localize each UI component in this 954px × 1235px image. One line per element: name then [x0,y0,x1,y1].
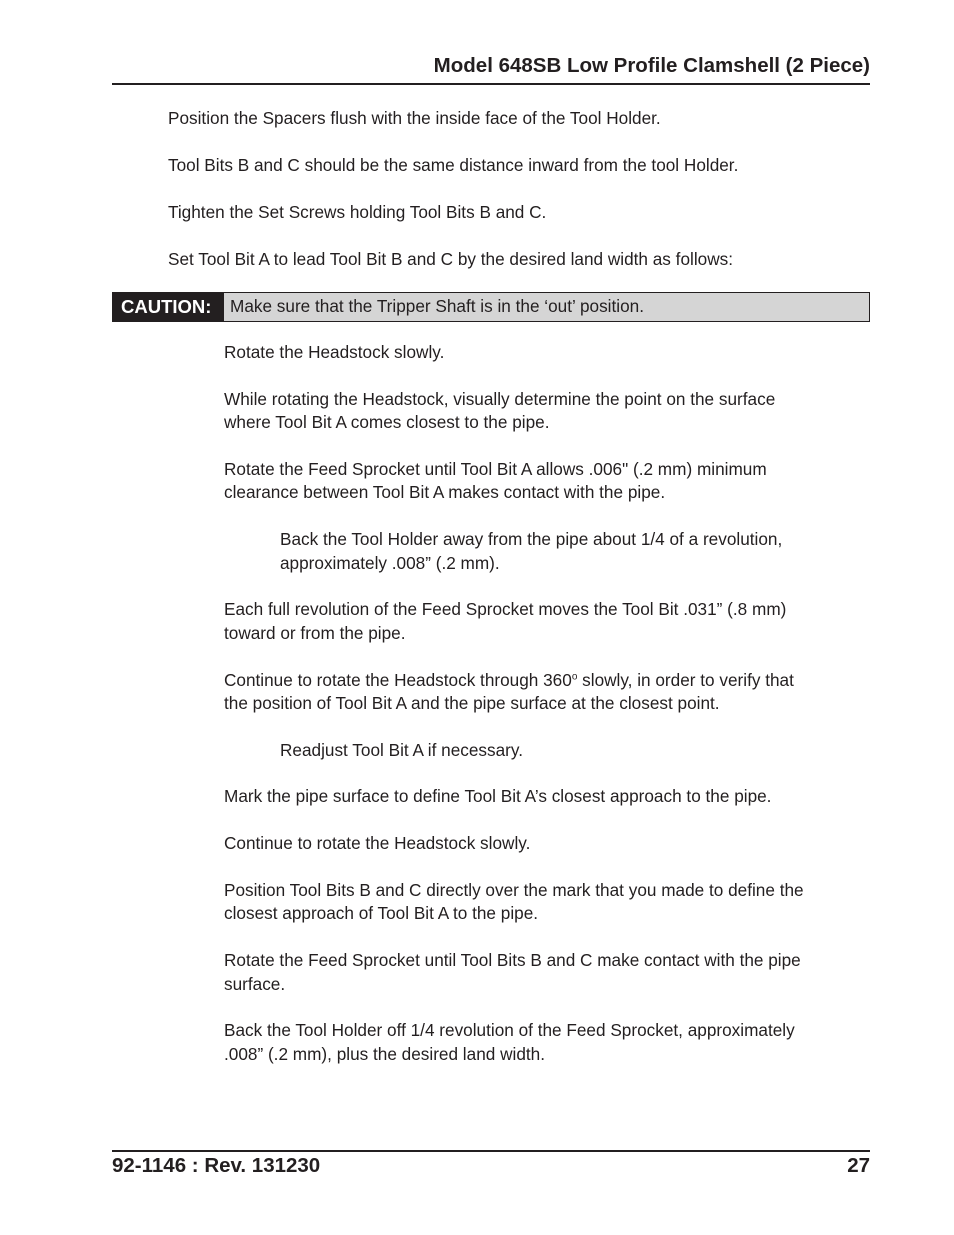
instruction-tool-bits-distance: Tool Bits B and C should be the same distance inward from the tool Holder. [168,155,739,175]
instruction-position-spacers: Position the Spacers flush with the inside face of the Tool Holder. [168,108,661,128]
caution-box [112,292,870,322]
substep-feed-until-contact-line-1: Rotate the Feed Sprocket until Tool Bits B and C make contact with the pipe [224,950,801,970]
substep-mark-pipe-surface: Mark the pipe surface to define Tool Bit A’s closest approach to the pipe. [224,786,772,806]
instruction-set-tool-bit-a: Set Tool Bit A to lead Tool Bit B and C by the desired land width as follows: [168,249,733,269]
substep-feed-sprocket-line-1: Rotate the Feed Sprocket until Tool Bit A allows .006" (.2 mm) minimum [224,459,767,479]
substep-back-tool-holder-line-2: approximately .008” (.2 mm). [280,553,500,573]
substep-rotate-360-text-b: slowly, in order to verify that [577,670,794,690]
substep-visual-determine-line-2: where Tool Bit A comes closest to the pipe. [224,412,550,432]
substep-position-tool-bits-line-2: closest approach of Tool Bit A to the pipe. [224,903,539,923]
substep-position-tool-bits-line-1: Position Tool Bits B and C directly over the mark that you made to define the [224,880,804,900]
substep-rotate-360-line-2: the position of Tool Bit A and the pipe surface at the closest point. [224,693,720,713]
substep-readjust-tool-bit: Readjust Tool Bit A if necessary. [280,740,523,760]
substep-continue-rotate: Continue to rotate the Headstock slowly. [224,833,531,853]
page-number: 27 [847,1154,870,1177]
substep-rotate-360-line-1 [224,669,794,693]
substep-rotate-headstock: Rotate the Headstock slowly. [224,342,445,362]
instruction-tighten-set-screws: Tighten the Set Screws holding Tool Bits B and C. [168,202,547,222]
caution-text: Make sure that the Tripper Shaft is in the ‘out’ position. [223,292,870,322]
degree-symbol: o [571,671,578,683]
substep-back-off-line-1: Back the Tool Holder off 1/4 revolution of the Feed Sprocket, approximately [224,1020,795,1040]
substep-feed-until-contact-line-2: surface. [224,974,286,994]
caution-label: CAUTION: [112,292,223,322]
substep-rotate-360-text-a: Continue to rotate the Headstock through 360 [224,670,572,690]
substep-feed-sprocket-line-2: clearance between Tool Bit A makes contact with the pipe. [224,482,666,502]
footer-divider [112,1150,870,1152]
page-title: Model 648SB Low Profile Clamshell (2 Piece) [433,54,870,77]
substep-visual-determine-line-1: While rotating the Headstock, visually determine the point on the surface [224,389,776,409]
header-divider [112,83,870,85]
substep-back-off-line-2: .008” (.2 mm), plus the desired land width. [224,1044,545,1064]
document-revision: 92-1146 : Rev. 131230 [112,1154,321,1177]
substep-full-revolution-line-2: toward or from the pipe. [224,623,406,643]
substep-full-revolution-line-1: Each full revolution of the Feed Sprocket moves the Tool Bit .031” (.8 mm) [224,599,787,619]
substep-back-tool-holder-line-1: Back the Tool Holder away from the pipe about 1/4 of a revolution, [280,529,783,549]
